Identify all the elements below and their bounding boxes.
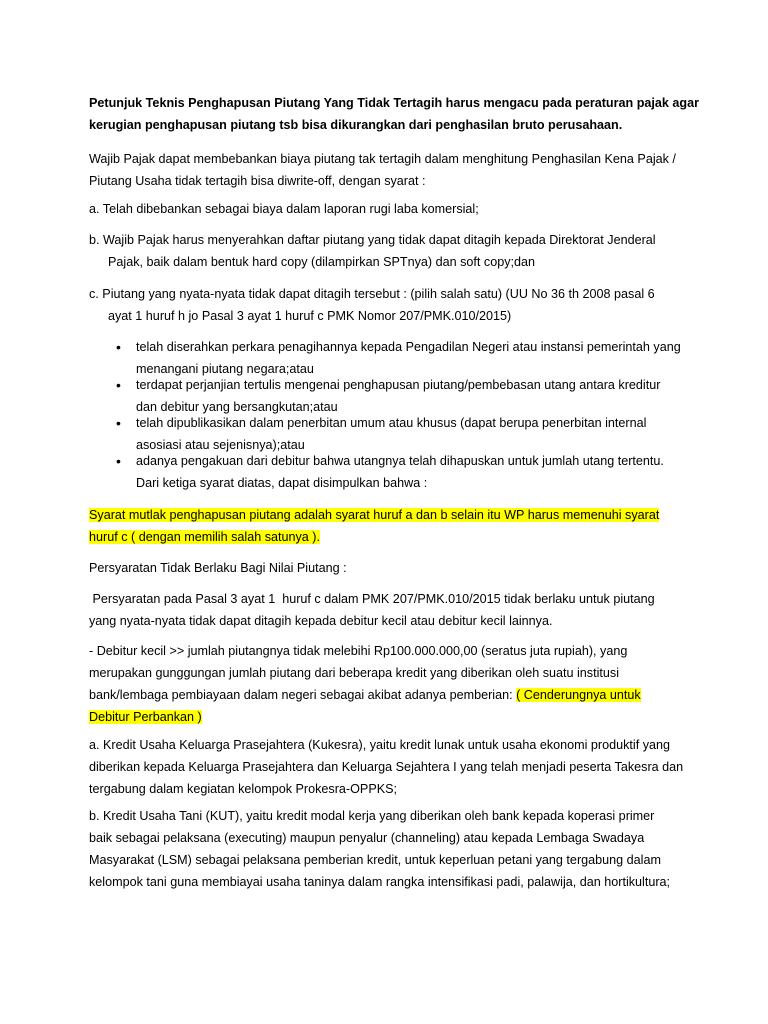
- list-item: [116, 450, 696, 494]
- wp-line: Piutang Usaha tidak tertagih bisa diwrite-off, dengan syarat :: [89, 174, 426, 188]
- persyaratan-heading: [89, 557, 689, 579]
- list-item-line: dan debitur yang bersangkutan;atau: [136, 400, 338, 414]
- kukesra-line: diberikan kepada Keluarga Prasejahtera dan Keluarga Sejahtera I yang telah menjadi peserta Takesra dan: [89, 760, 684, 774]
- list-item-line: Dari ketiga syarat diatas, dapat disimpulkan bahwa :: [136, 476, 428, 490]
- debitur-line: merupakan gunggungan jumlah piutang dari beberapa kredit yang diberikan oleh suatu institusi: [89, 666, 619, 680]
- persyaratan-line: yang nyata-nyata tidak dapat ditagih kepada debitur kecil atau debitur kecil lainnya.: [89, 614, 553, 628]
- highlighted-text: Syarat mutlak penghapusan piutang adalah syarat huruf a dan b selain itu WP harus memenuhi syarat: [89, 508, 660, 522]
- debitur-kecil-paragraph: [89, 640, 689, 728]
- persyaratan-paragraph: [89, 588, 689, 632]
- condition-c-line: c. Piutang yang nyata-nyata tidak dapat ditagih tersebut : (pilih salah satu) (UU No 36 th 2008 pasal 6: [89, 287, 655, 301]
- bullet-icon: •: [116, 339, 121, 355]
- kut-line: baik sebagai pelaksana (executing) maupun penyalur (channeling) atau kepada Lembaga Swadaya: [89, 831, 645, 845]
- intro-paragraph: [89, 92, 700, 136]
- highlighted-text: Debitur Perbankan ): [89, 710, 202, 724]
- condition-a: [89, 198, 689, 220]
- kukesra-line: tergabung dalam kegiatan kelompok Prokesra-OPPKS;: [89, 782, 398, 796]
- intro-line: kerugian penghapusan piutang tsb bisa dikurangkan dari penghasilan bruto perusahaan.: [89, 118, 623, 132]
- wp-line: Wajib Pajak dapat membebankan biaya piutang tak tertagih dalam menghitung Penghasilan Kena Pajak /: [89, 152, 676, 166]
- persyaratan-line: Persyaratan pada Pasal 3 ayat 1 huruf c dalam PMK 207/PMK.010/2015 tidak berlaku untuk piutang: [89, 592, 655, 606]
- kut-line: b. Kredit Usaha Tani (KUT), yaitu kredit modal kerja yang diberikan oleh bank kepada koperasi primer: [89, 809, 655, 823]
- bullet-icon: •: [116, 377, 121, 393]
- debitur-line: - Debitur kecil >> jumlah piutangnya tidak melebihi Rp100.000.000,00 (seratus juta rupiah), yang: [89, 644, 628, 658]
- wajib-pajak-paragraph: [89, 148, 689, 192]
- condition-c: [89, 283, 689, 327]
- condition-a-text: a. Telah dibebankan sebagai biaya dalam laporan rugi laba komersial;: [89, 202, 479, 216]
- kut-line: Masyarakat (LSM) sebagai pelaksana pemberian kredit, untuk keperluan petani yang tergabung dalam: [89, 853, 661, 867]
- list-item-line: asosiasi atau sejenisnya);atau: [136, 438, 305, 452]
- intro-line: Petunjuk Teknis Penghapusan Piutang Yang Tidak Tertagih harus mengacu pada peraturan pajak agar: [89, 96, 700, 110]
- condition-b-line: Pajak, baik dalam bentuk hard copy (dilampirkan SPTnya) dan soft copy;dan: [108, 255, 536, 269]
- condition-c-line: ayat 1 huruf h jo Pasal 3 ayat 1 huruf c PMK Nomor 207/PMK.010/2015): [108, 309, 512, 323]
- kut-line: kelompok tani guna membiayai usaha taninya dalam rangka intensifikasi padi, palawija, dan hortikultura;: [89, 875, 671, 889]
- condition-b-line: b. Wajib Pajak harus menyerahkan daftar piutang yang tidak dapat ditagih kepada Direktorat Jenderal: [89, 233, 656, 247]
- kut-paragraph: [89, 805, 689, 893]
- list-item-line: adanya pengakuan dari debitur bahwa utangnya telah dihapuskan untuk jumlah utang tertentu.: [136, 454, 664, 468]
- bullet-icon: •: [116, 415, 121, 431]
- persyaratan-heading-text: Persyaratan Tidak Berlaku Bagi Nilai Piutang :: [89, 561, 347, 575]
- kukesra-line: a. Kredit Usaha Keluarga Prasejahtera (Kukesra), yaitu kredit lunak untuk usaha ekonomi produktif yang: [89, 738, 671, 752]
- highlighted-text: ( Cenderungnya untuk: [516, 688, 641, 702]
- debitur-line: [89, 684, 689, 706]
- bullet-icon: •: [116, 453, 121, 469]
- condition-b: [89, 229, 689, 273]
- highlighted-text: huruf c ( dengan memilih salah satunya ).: [89, 530, 321, 544]
- kukesra-paragraph: [89, 734, 689, 800]
- debitur-line-text: bank/lembaga pembiayaan dalam negeri sebagai akibat adanya pemberian:: [89, 688, 517, 702]
- highlighted-conclusion: [89, 504, 689, 548]
- list-item-line: menangani piutang negara;atau: [136, 362, 314, 376]
- list-item-line: terdapat perjanjian tertulis mengenai penghapusan piutang/pembebasan utang antara kreditur: [136, 378, 661, 392]
- list-item-line: telah dipublikasikan dalam penerbitan umum atau khusus (dapat berupa penerbitan internal: [136, 416, 647, 430]
- list-item-line: telah diserahkan perkara penagihannya kepada Pengadilan Negeri atau instansi pemerintah yang: [136, 340, 681, 354]
